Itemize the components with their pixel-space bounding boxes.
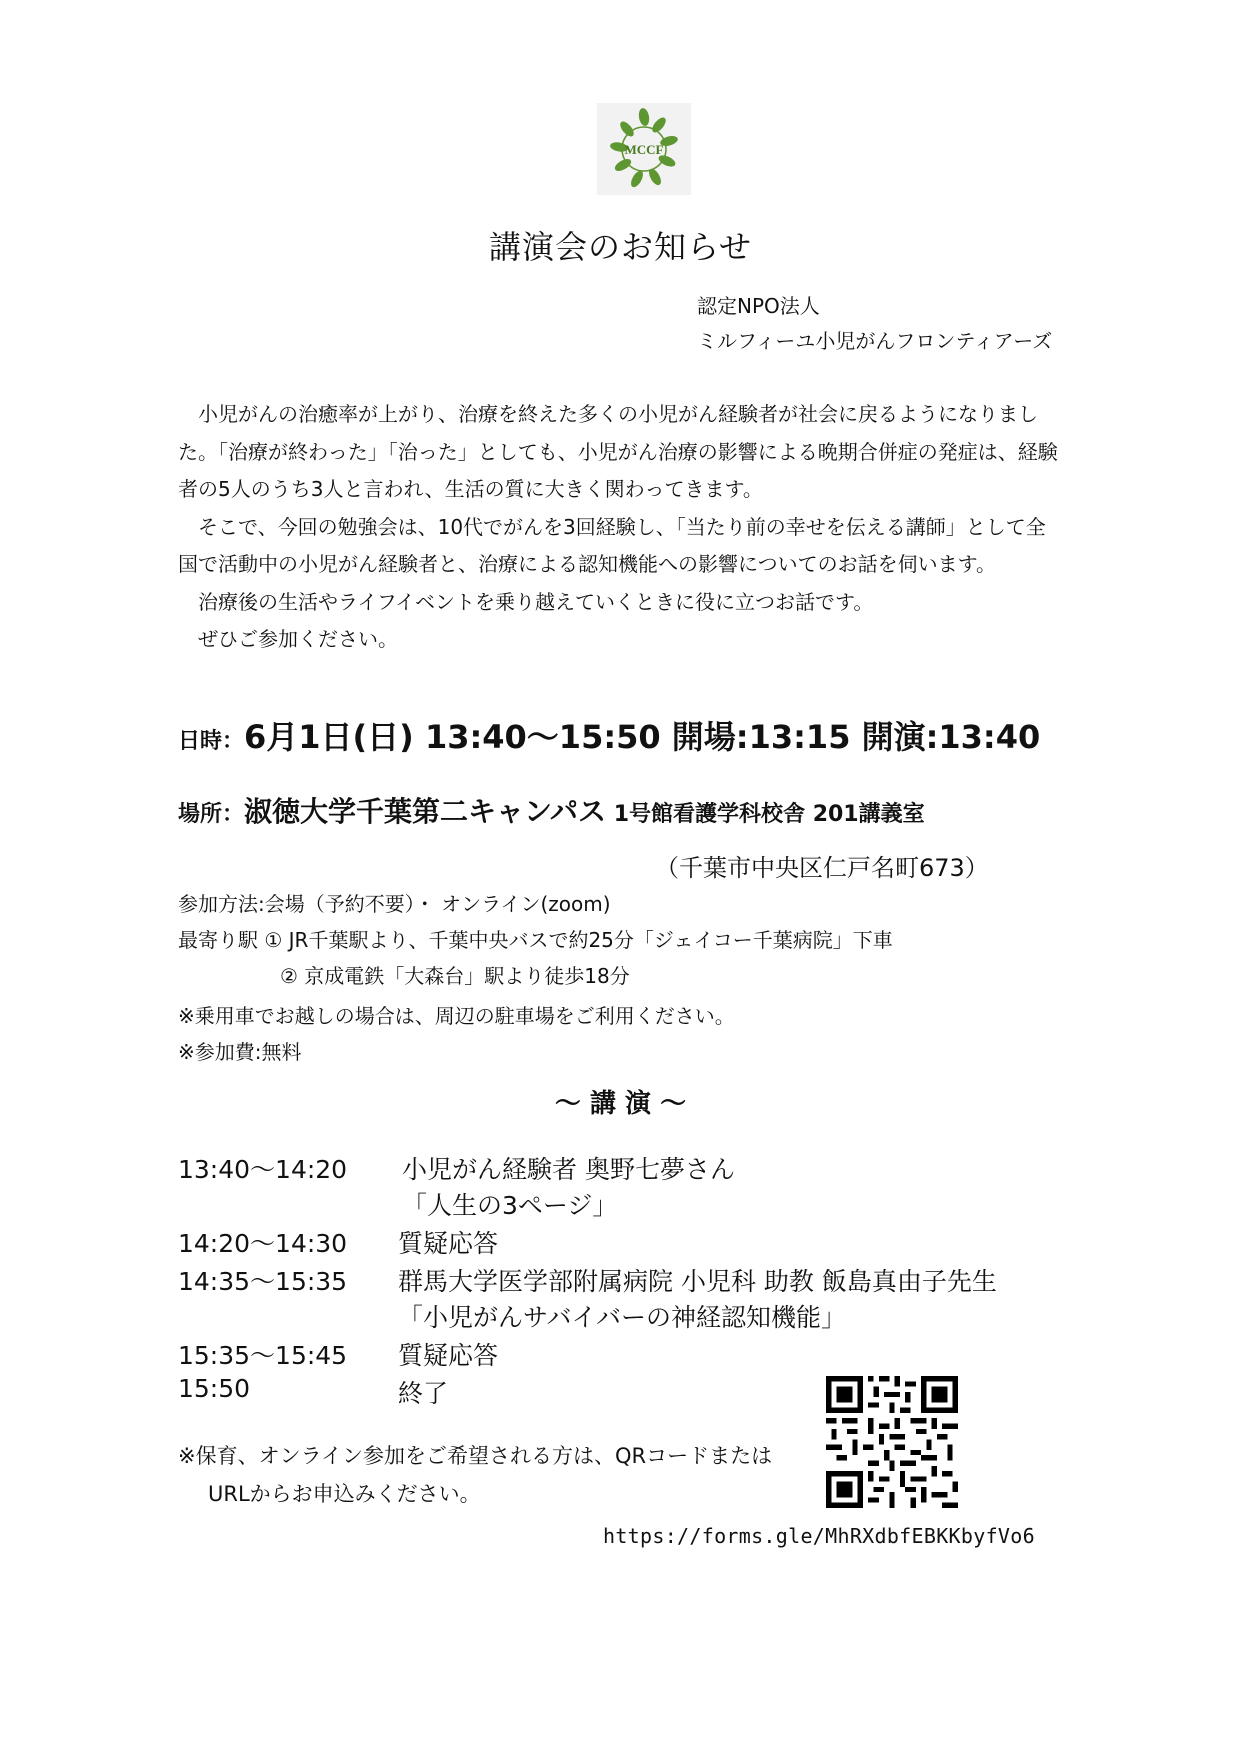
organization-name: ミルフィーユ小児がんフロンティアーズ: [697, 329, 1053, 353]
event-venue: [178, 790, 925, 830]
venue-name: 淑徳大学千葉第二キャンパス: [244, 795, 607, 828]
application-note-line-1: ※保育、オンライン参加をご希望される方は、QRコードまたは: [178, 1444, 773, 1468]
lecture-heading: ～ 講 演 ～: [554, 1089, 687, 1119]
intro-paragraph-4: ぜひご参加ください。: [198, 627, 398, 651]
datetime-label: 日時：: [178, 729, 245, 754]
schedule-time-2: 14:20～14:30: [178, 1229, 348, 1258]
venue-label: 場所：: [178, 802, 245, 827]
intro-text: [178, 396, 1058, 659]
schedule-desc-2: 質疑応答: [398, 1229, 499, 1258]
application-note-line-2: URLからお申込みください。: [208, 1482, 481, 1506]
datetime-value: 6月1日(日) 13:40～15:50 開場:13:15 開演:13:40: [244, 718, 1041, 756]
schedule-desc-4: 質疑応答: [398, 1341, 499, 1370]
venue-room: 1号館看護学科校舎 201講義室: [606, 802, 925, 827]
schedule-time-1: 13:40～14:20: [178, 1155, 348, 1184]
intro-paragraph-2: そこで、今回の勉強会は、10代でがんを3回経験し、「当たり前の幸せを伝える講師」として全国で活動中の小児がん経験者と、治療による認知機能への影響についてのお話を伺います。: [178, 514, 1046, 576]
fee-note: ※参加費:無料: [178, 1040, 302, 1064]
schedule-desc-1: 小児がん経験者 奥野七夢さん: [402, 1155, 735, 1184]
svg-text:MCCF: MCCF: [624, 142, 664, 157]
organization-type: 認定NPO法人: [697, 294, 820, 318]
schedule-sub-1: 「人生の3ページ」: [402, 1191, 618, 1220]
page-title: 講演会のお知らせ: [488, 228, 753, 266]
schedule-desc-5: 終了: [398, 1379, 449, 1408]
schedule-time-3: 14:35～15:35: [178, 1267, 348, 1296]
mccf-logo: [597, 103, 691, 195]
schedule-time-5: 15:50: [178, 1374, 251, 1403]
nearest-station-1: 最寄り駅 ① JR千葉駅より、千葉中央バスで約25分「ジェイコー千葉病院」下車: [178, 928, 893, 952]
intro-paragraph-1: 小児がんの治癒率が上がり、治療を終えた多くの小児がん経験者が社会に戻るようになりました。「治療が終わった」「治った」としても、小児がん治療の影響による晩期合併症の発症は、経験者の5人のうち3人と言われ、生活の質に大きく関わってきます。: [178, 402, 1058, 501]
schedule-sub-3: 「小児がんサバイバーの神経認知機能」: [398, 1303, 847, 1332]
parking-note: ※乗用車でお越しの場合は、周辺の駐車場をご利用ください。: [178, 1004, 735, 1028]
schedule-desc-3: 群馬大学医学部附属病院 小児科 助教 飯島真由子先生: [398, 1267, 997, 1296]
venue-address: （千葉市中央区仁戸名町673）: [655, 854, 989, 882]
qr-code-icon: [826, 1376, 958, 1508]
application-url-link[interactable]: https://forms.gle/MhRXdbfEBKKbyfVo6: [603, 1524, 1035, 1548]
participation-method: 参加方法:会場（予約不要）・ オンライン(zoom): [178, 892, 611, 916]
qr-code[interactable]: [826, 1376, 958, 1508]
schedule-time-4: 15:35～15:45: [178, 1341, 348, 1370]
intro-paragraph-3: 治療後の生活やライフイベントを乗り越えていくときに役に立つお話です。: [198, 589, 874, 614]
mccf-laurel-logo-icon: [597, 103, 691, 195]
nearest-station-2: ② 京成電鉄「大森台」駅より徒歩18分: [280, 964, 630, 988]
event-datetime: [178, 712, 1040, 758]
